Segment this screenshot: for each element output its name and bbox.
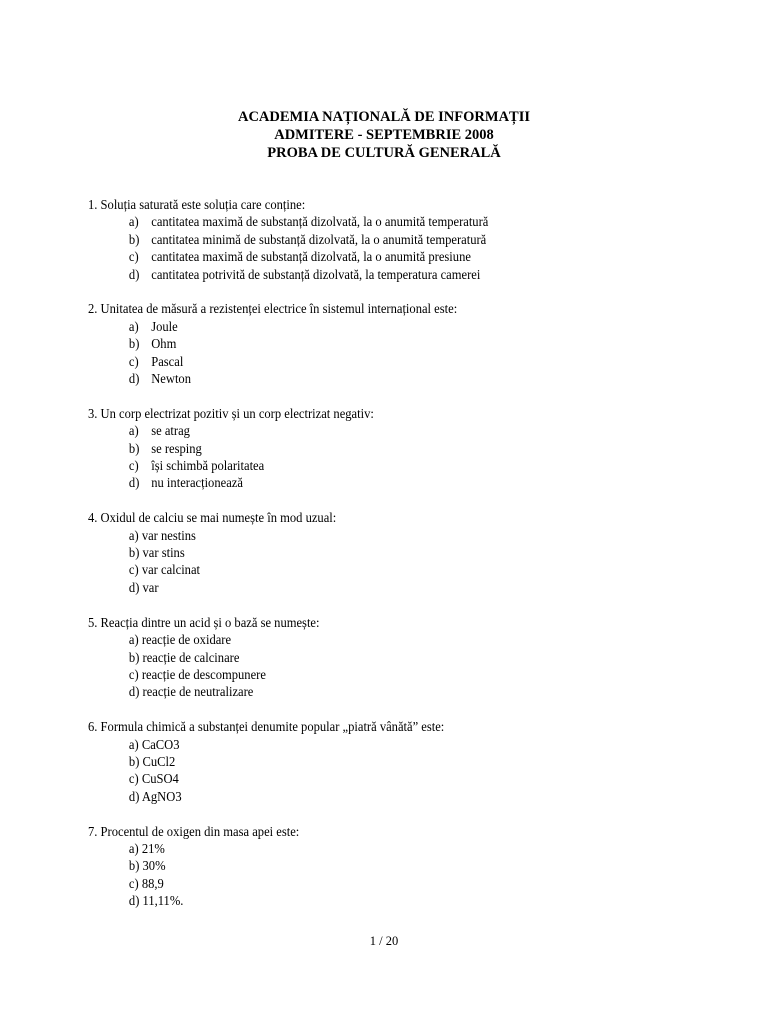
answer-option	[88, 753, 665, 770]
option-letter: b)	[128, 336, 140, 352]
answer-options	[88, 527, 665, 597]
answer-option	[88, 318, 665, 335]
option-letter: a)	[128, 840, 139, 856]
option-text: AgNO3	[141, 788, 182, 804]
answer-option	[88, 892, 665, 909]
option-text: cantitatea minimă de substanță dizolvată, la o anumită temperatură	[151, 231, 487, 247]
option-text: cantitatea maximă de substanță dizolvată, la o anumită presiune	[151, 249, 471, 265]
option-letter: b)	[128, 858, 140, 874]
question-text: 1. Soluția saturată este soluția care conține:	[88, 197, 306, 212]
answer-option	[88, 335, 665, 352]
answer-option	[88, 266, 665, 283]
answer-option	[88, 631, 665, 648]
answer-option	[88, 353, 665, 370]
question-text: 4. Oxidul de calciu se mai numește în mod uzual:	[88, 510, 337, 526]
answer-options	[88, 213, 665, 283]
exam-session: ADMITERE - SEPTEMBRIE 2008	[274, 127, 494, 143]
option-text: se atrag	[151, 423, 190, 439]
answer-option	[88, 579, 665, 596]
answer-option	[88, 544, 665, 561]
answer-option	[88, 683, 665, 700]
answer-option	[88, 248, 665, 265]
option-letter: d)	[128, 475, 140, 491]
answer-option	[88, 649, 665, 666]
exam-subject: PROBA DE CULTURĂ GENERALĂ	[267, 145, 501, 161]
option-text: var	[142, 579, 159, 595]
option-text: 88,9	[141, 875, 164, 891]
answer-option	[88, 213, 665, 230]
question-item	[88, 405, 665, 492]
answer-option	[88, 370, 665, 387]
option-text: var nestins	[141, 527, 196, 543]
option-text: cantitatea maximă de substanță dizolvată, la o anumită temperatură	[151, 214, 489, 230]
option-letter: c)	[128, 875, 139, 891]
option-letter: d)	[128, 266, 140, 282]
question-text: 7. Procentul de oxigen din masa apei este:	[88, 823, 300, 839]
question-item	[88, 509, 665, 596]
option-letter: c)	[128, 562, 139, 578]
question-text: 2. Unitatea de măsură a rezistenței electrice în sistemul internațional este:	[88, 301, 458, 317]
option-letter: b)	[128, 231, 140, 247]
option-text: își schimbă polaritatea	[151, 458, 265, 474]
answer-option	[88, 457, 665, 474]
option-text: 11,11%.	[142, 893, 184, 909]
document-header	[0, 108, 768, 162]
option-letter: a)	[128, 214, 139, 230]
answer-option	[88, 736, 665, 753]
answer-option	[88, 561, 665, 578]
question-list	[88, 196, 708, 927]
option-text: CuSO4	[141, 771, 179, 787]
page-number: 1 / 20	[369, 934, 399, 948]
option-text: 21%	[141, 840, 165, 856]
option-letter: b)	[128, 440, 140, 456]
question-item	[88, 718, 665, 805]
answer-options	[88, 736, 665, 806]
question-item	[88, 196, 665, 283]
answer-options	[88, 422, 665, 492]
option-letter: d)	[128, 893, 140, 909]
answer-option	[88, 527, 665, 544]
option-text: nu interacționează	[151, 475, 243, 491]
option-text: reacție de descompunere	[141, 666, 266, 682]
option-letter: d)	[128, 579, 140, 595]
option-letter: a)	[128, 736, 139, 752]
option-text: CuCl2	[142, 753, 176, 769]
option-letter: d)	[128, 371, 140, 387]
institution-title: ACADEMIA NAȚIONALĂ DE INFORMAȚII	[237, 109, 531, 125]
option-letter: a)	[128, 423, 139, 439]
option-letter: b)	[128, 545, 140, 561]
answer-option	[88, 666, 665, 683]
option-text: reacție de oxidare	[141, 632, 232, 648]
option-letter: d)	[128, 684, 140, 700]
option-letter: b)	[128, 649, 140, 665]
answer-option	[88, 474, 665, 491]
option-text: Pascal	[151, 353, 184, 369]
question-text: 5. Reacția dintre un acid și o bază se numește:	[88, 614, 320, 630]
answer-options	[88, 840, 665, 910]
option-letter: c)	[128, 458, 139, 474]
answer-option	[88, 875, 665, 892]
option-letter: c)	[128, 353, 139, 369]
option-letter: c)	[128, 249, 139, 265]
answer-option	[88, 788, 665, 805]
question-item	[88, 614, 665, 701]
answer-options	[88, 631, 665, 701]
answer-option	[88, 857, 665, 874]
answer-option	[88, 231, 665, 248]
option-text: reacție de calcinare	[142, 649, 240, 665]
option-letter: a)	[128, 632, 139, 648]
answer-option	[88, 422, 665, 439]
answer-option	[88, 770, 665, 787]
option-letter: a)	[128, 318, 139, 334]
answer-option	[88, 440, 665, 457]
option-text: Joule	[151, 318, 178, 334]
answer-option	[88, 840, 665, 857]
option-letter: b)	[128, 753, 140, 769]
option-letter: c)	[128, 771, 139, 787]
option-text: Newton	[151, 371, 191, 387]
option-text: var calcinat	[141, 562, 201, 578]
option-text: 30%	[142, 858, 166, 874]
question-text: 3. Un corp electrizat pozitiv și un corp electrizat negativ:	[88, 405, 374, 421]
option-text: cantitatea potrivită de substanță dizolvată, la temperatura camerei	[151, 266, 481, 282]
question-text: 6. Formula chimică a substanței denumite popular „piatră vânătă” este:	[88, 719, 445, 735]
option-letter: c)	[128, 666, 139, 682]
option-letter: d)	[128, 788, 140, 804]
option-letter: a)	[128, 527, 139, 543]
option-text: Ohm	[151, 336, 177, 352]
option-text: var stins	[142, 545, 185, 561]
option-text: CaCO3	[141, 736, 180, 752]
question-item	[88, 823, 665, 910]
option-text: reacție de neutralizare	[142, 684, 254, 700]
option-text: se resping	[151, 440, 202, 456]
question-item	[88, 300, 665, 387]
answer-options	[88, 318, 665, 388]
